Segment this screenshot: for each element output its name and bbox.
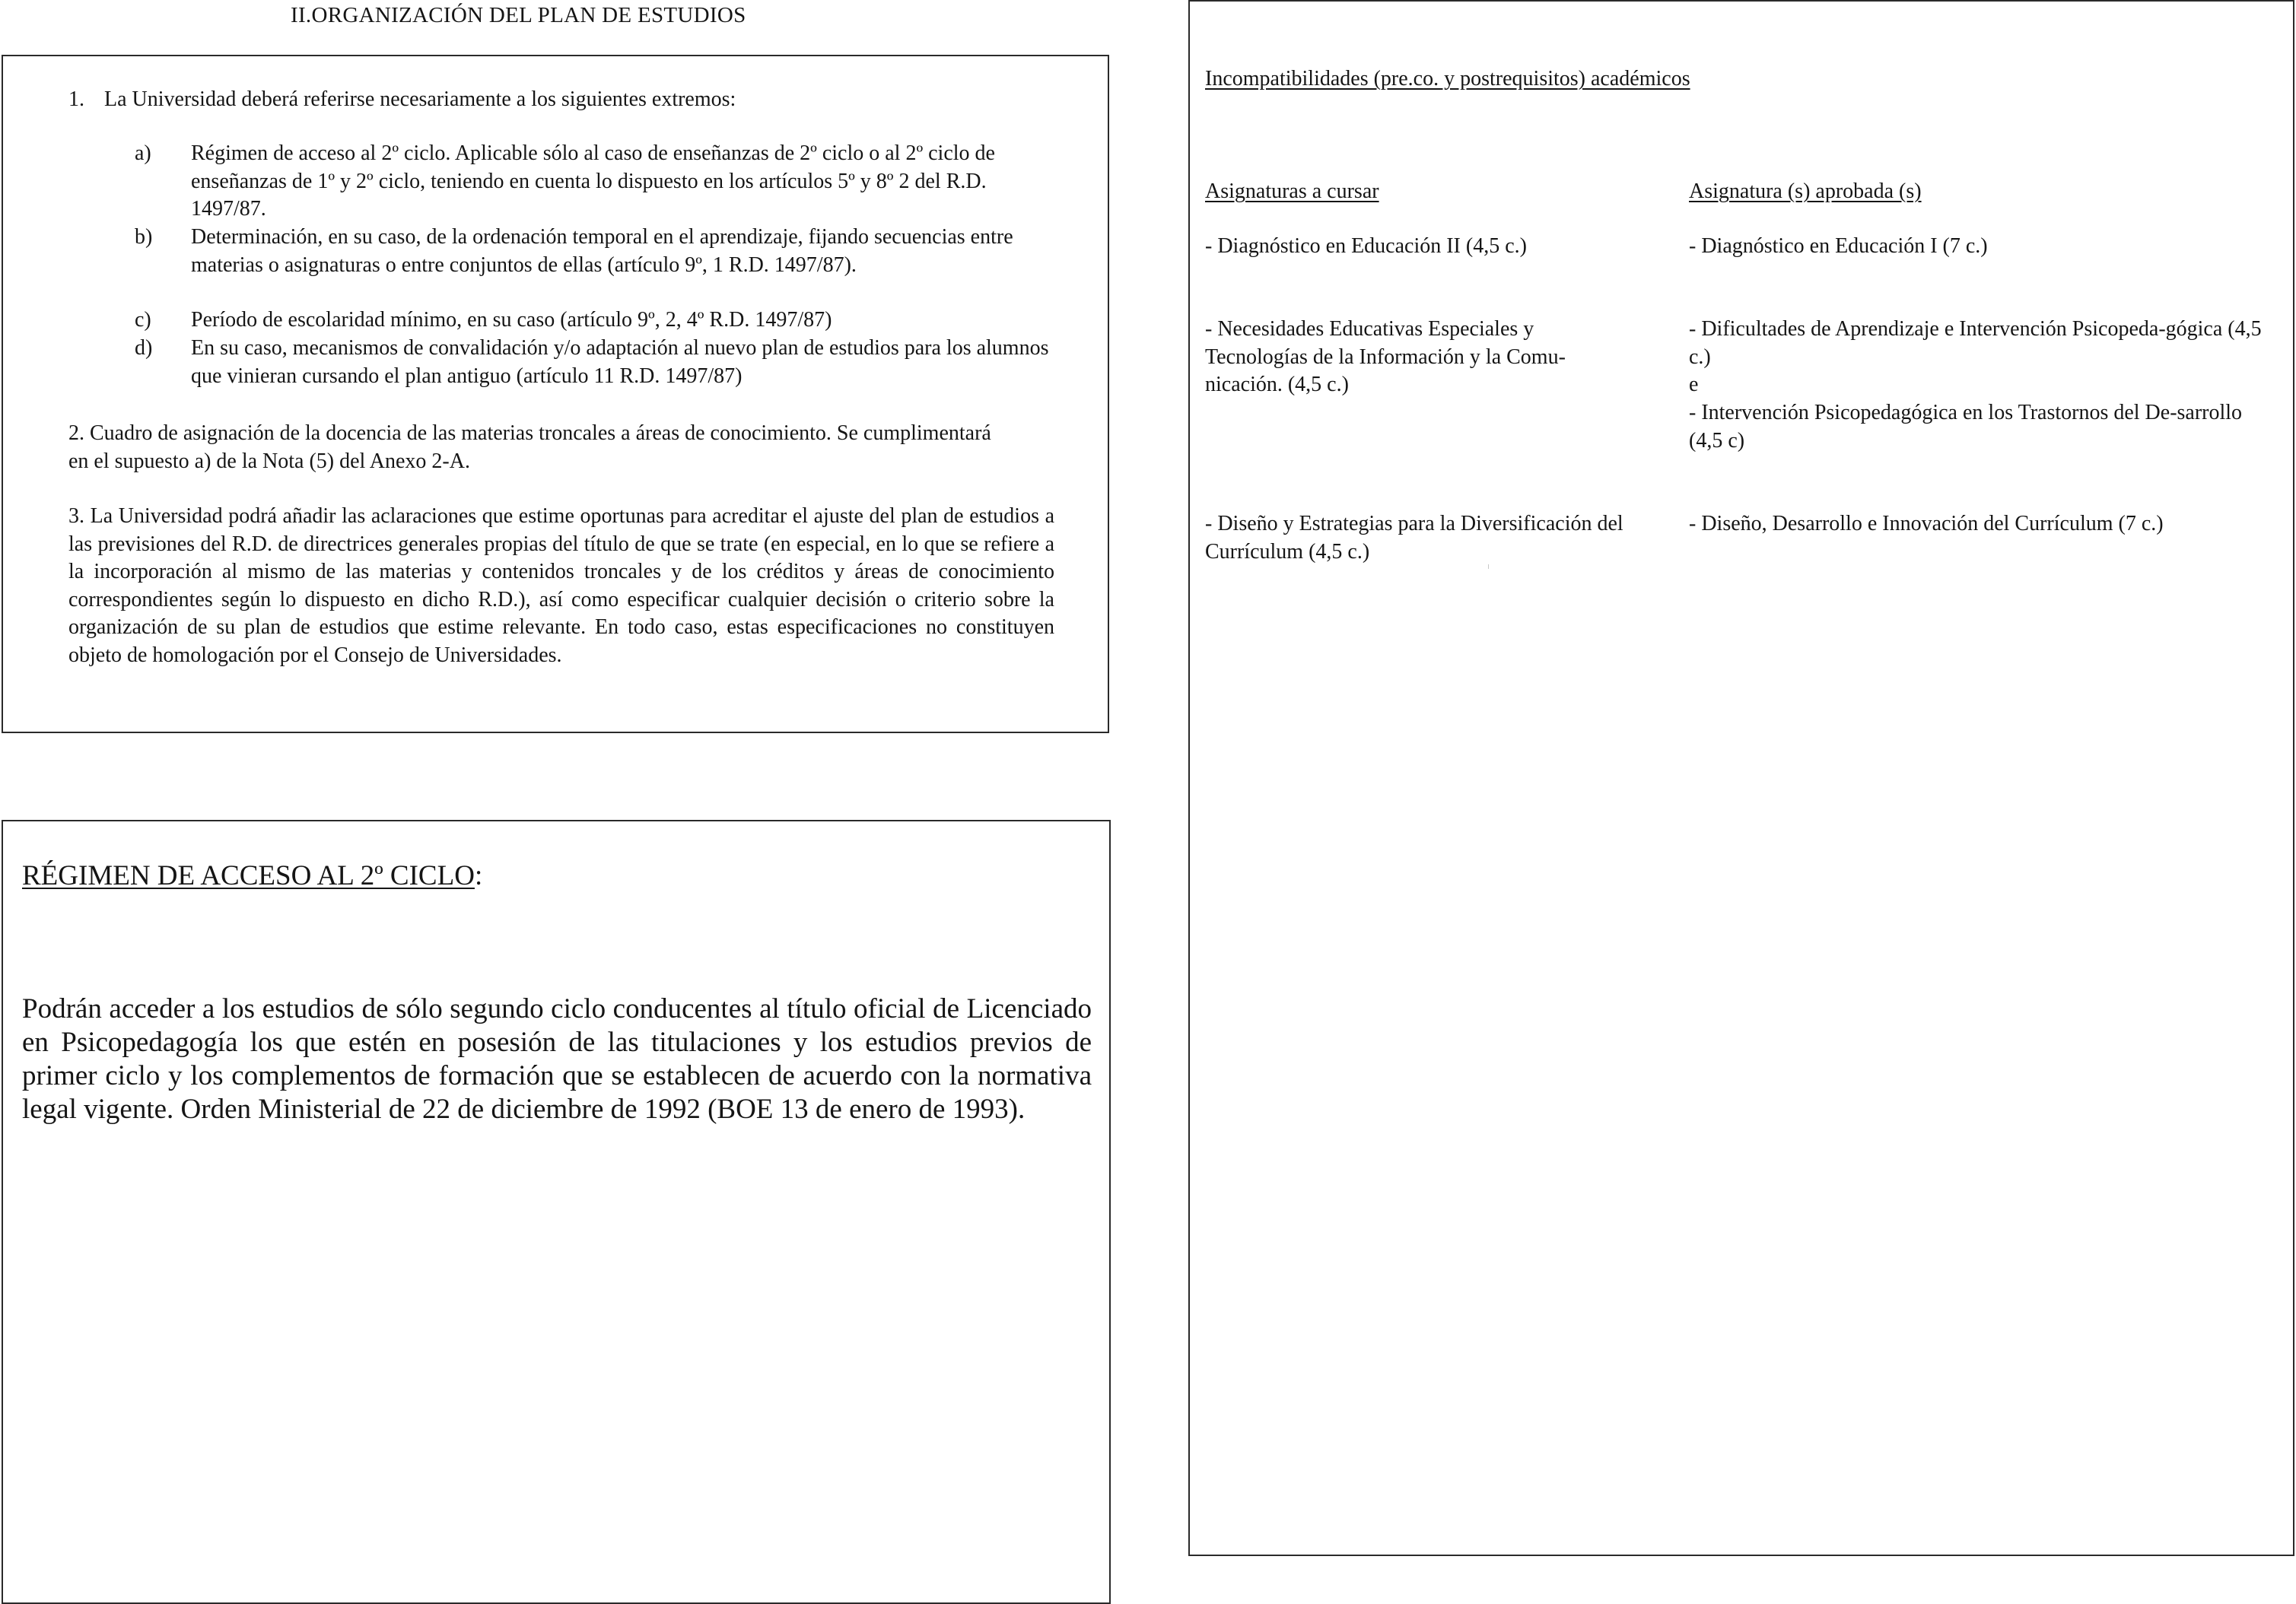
subitem-d-text: En su caso, mecanismos de convalidación y/o adaptación al nuevo plan de estudios para los alumnos que vinieran cursando el plan antiguo (artículo 11 R.D. 1497/87) bbox=[191, 336, 1049, 388]
acceso-title bbox=[22, 859, 482, 892]
row-3-cursar: - Diseño y Estrategias para la Diversificación del Currículum (4,5 c.) bbox=[1205, 512, 1623, 564]
subitem-b-text: Determinación, en su caso, de la ordenación temporal en el aprendizaje, fijando secuencias entre materias o asignaturas o entre conjuntos de ellas (artículo 9º, 1 R.D. 1497/87). bbox=[191, 225, 1013, 277]
subitem-a-letter: a) bbox=[135, 141, 151, 165]
acceso-title-colon: : bbox=[474, 860, 483, 891]
row-3-aprobada: - Diseño, Desarrollo e Innovación del Currículum (7 c.) bbox=[1689, 512, 2164, 535]
acceso-box bbox=[2, 820, 1111, 1604]
col-header-aprobada: Asignatura (s) aprobada (s) bbox=[1689, 179, 1922, 203]
subitem-d-letter: d) bbox=[135, 336, 153, 360]
row-1-aprobada: - Diagnóstico en Educación I (7 c.) bbox=[1689, 234, 1988, 258]
acceso-body: Podrán acceder a los estudios de sólo segundo ciclo conducentes al título oficial de Licenciado en Psicopedagogía los que estén en posesión de las titulaciones y los estudios previos de primer ciclo y los complementos de formación que se establecen de acuerdo con la normativa legal vigente. Orden Ministerial de 22 de diciembre de 1992 (BOE 13 de enero de 1993). bbox=[22, 993, 1092, 1125]
subitem-b-letter: b) bbox=[135, 225, 153, 249]
page-title: II.ORGANIZACIÓN DEL PLAN DE ESTUDIOS bbox=[291, 3, 746, 27]
row-2-aprobada-1: - Dificultades de Aprendizaje e Intervención Psicopeda-gógica (4,5 c.) bbox=[1689, 317, 2262, 369]
col-header-cursar: Asignaturas a cursar bbox=[1205, 179, 1379, 203]
row-2-aprobada-2: - Intervención Psicopedagógica en los Trastornos del De-sarrollo (4,5 c) bbox=[1689, 401, 2243, 453]
incompatibilidades-box bbox=[1188, 0, 2294, 1556]
subitem-c-letter: c) bbox=[135, 308, 151, 332]
row-1-cursar: - Diagnóstico en Educación II (4,5 c.) bbox=[1205, 234, 1527, 258]
plan-instructions-box bbox=[2, 55, 1109, 733]
row-2-cursar: - Necesidades Educativas Especiales y Tecnologías de la Información y la Comu-nicación. (4,5 c.) bbox=[1205, 317, 1566, 396]
item-2-text: 2. Cuadro de asignación de la docencia de las materias troncales a áreas de conocimiento. Se cumplimentará en el supuesto a) de la Nota (5) del Anexo 2-A. bbox=[68, 421, 991, 473]
subitem-c-text: Período de escolaridad mínimo, en su caso (artículo 9º, 2, 4º R.D. 1497/87) bbox=[191, 308, 832, 332]
acceso-title-text: RÉGIMEN DE ACCESO AL 2º CICLO bbox=[22, 860, 475, 891]
row-2-conjunction: e bbox=[1689, 373, 1699, 396]
incompat-title: Incompatibilidades (pre.co. y postrequisitos) académicos bbox=[1205, 67, 1690, 91]
subitem-a-text: Régimen de acceso al 2º ciclo. Aplicable sólo al caso de enseñanzas de 2º ciclo o al 2º ciclo de enseñanzas de 1º y 2º ciclo, teniendo en cuenta lo dispuesto en los artículos 5º y 8º 2 del R.D. 1497/87. bbox=[191, 141, 995, 221]
item-3-text: 3. La Universidad podrá añadir las aclaraciones que estime oportunas para acreditar el ajuste del plan de estudios a las previsiones del R.D. de directrices generales propias del título de que se trate (en especial, en lo que se refiere a la incorporación al mismo de las materias y contenidos troncales y de los créditos y áreas de conocimiento correspondientes según lo dispuesto en dicho R.D.), así como especificar cualquier decisión o criterio sobre la organización de su plan de estudios que estime relevante. En todo caso, estas especificaciones no constituyen objeto de homologación por el Consejo de Universidades. bbox=[68, 504, 1054, 667]
item-1-number: 1. bbox=[68, 87, 84, 111]
item-1-text: La Universidad deberá referirse necesariamente a los siguientes extremos: bbox=[104, 87, 736, 111]
scan-speck bbox=[1488, 564, 1489, 569]
